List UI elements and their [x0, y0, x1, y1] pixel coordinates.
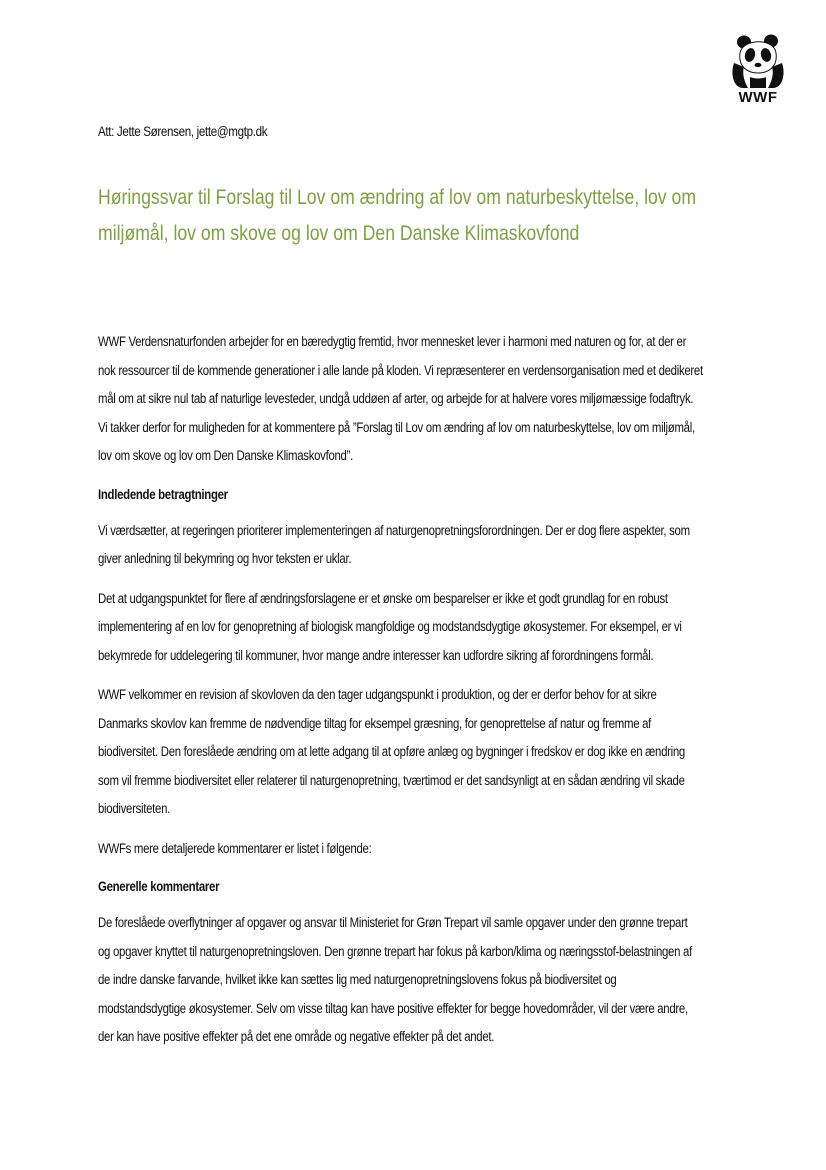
intro-paragraph	[98, 328, 703, 471]
paragraph	[98, 517, 690, 574]
document-title	[98, 180, 697, 252]
text-line: biodiversiteten.	[98, 801, 170, 816]
text-line: lov om skove og lov om Den Danske Klimaskovfond”.	[98, 448, 353, 463]
text-line: Danmarks skovlov kan fremme de nødvendige tiltag for eksempel græsning, for genoprettelse af natur og fremme af	[98, 715, 652, 731]
text-line: Vi værdsætter, at regeringen prioriterer implementeringen af naturgenopretningsforordningen. Der er dog flere aspekter, som	[98, 522, 690, 538]
text-line: WWF Verdensnaturfonden arbejder for en bæredygtig fremtid, hvor mennesket lever i harmoni med naturen og for, at der er	[98, 334, 687, 349]
text-line: giver anledning til bekymring og hvor teksten er uklar.	[98, 551, 352, 566]
text-line: bekymrede for uddelegering til kommuner, hvor mange andre interesser kan udfordre sikring af forordningens formål.	[98, 647, 654, 663]
text-line: de indre danske farvande, hvilket ikke kan sættes lig med naturgenopretningslovens fokus på biodiversitet og	[98, 972, 617, 987]
text-line: nok ressourcer til de kommende generationer i alle lande på kloden. Vi repræsenterer en verdensorganisation med et dedikeret	[98, 362, 703, 378]
text-line: som vil fremme biodiversitet eller relaterer til naturgenopretning, tværtimod er det sandsynligt at en sådan ændring vil skade	[98, 772, 685, 788]
panda-icon	[728, 33, 788, 89]
text-line: biodiversitet. Den foreslåede ændring om at lette adgang til at opføre anlæg og bygninger i fredskov er dog ikke en ændring	[98, 744, 685, 759]
text-line: Vi takker derfor for muligheden for at kommentere på ”Forslag til Lov om ændring af lov om naturbeskyttelse, lov om miljømål,	[98, 419, 695, 435]
text-line: implementering af en lov for genopretning af biologisk mangfoldige og modstandsdygtige økosystemer. For eksempel, er vi	[98, 619, 682, 634]
text-line: mål om at sikre nul tab af naturlige levesteder, undgå uddøen af arter, og arbejde for at halvere vores miljømæssige fodaftryk.	[98, 391, 694, 406]
text-line: De foreslåede overflytninger af opgaver og ansvar til Ministeriet for Grøn Trepart vil samle opgaver under den grønne trepart	[98, 915, 688, 930]
text-line: og opgaver knyttet til naturgenopretningsloven. Den grønne trepart har fokus på karbon/klima og næringsstof-belastningen af	[98, 943, 692, 959]
text-line: WWFs mere detaljerede kommentarer er listet i følgende:	[98, 840, 372, 856]
attention-line: Att: Jette Sørensen, jette@mgtp.dk	[98, 124, 268, 139]
section-heading-general: Generelle kommentarer	[98, 879, 220, 894]
title-line: miljømål, lov om skove og lov om Den Danske Klimaskovfond	[98, 222, 580, 245]
title-line: Høringssvar til Forslag til Lov om ændring af lov om naturbeskyttelse, lov om	[98, 186, 697, 209]
paragraph	[98, 681, 690, 824]
paragraph	[98, 835, 690, 864]
text-line: der kan have positive effekter på det ene område og negative effekter på det andet.	[98, 1029, 495, 1044]
text-line: WWF velkommer en revision af skovloven da den tager udgangspunkt i produktion, og der er derfor behov for at sikre	[98, 687, 657, 702]
wwf-panda-logo	[728, 33, 788, 109]
paragraph	[98, 909, 690, 1052]
text-line: modstandsdygtige økosystemer. Selv om visse tiltag kan have positive effekter for begge hovedområder, vil der være andre,	[98, 1000, 688, 1016]
section-heading-introductory: Indledende betragtninger	[98, 486, 228, 502]
text-line: Det at udgangspunktet for flere af ændringsforslagene er et ønske om besparelser er ikke et godt grundlag for en robust	[98, 590, 668, 606]
wwf-logo-text: WWF	[738, 89, 778, 106]
paragraph	[98, 585, 690, 671]
document-body	[98, 328, 703, 1063]
